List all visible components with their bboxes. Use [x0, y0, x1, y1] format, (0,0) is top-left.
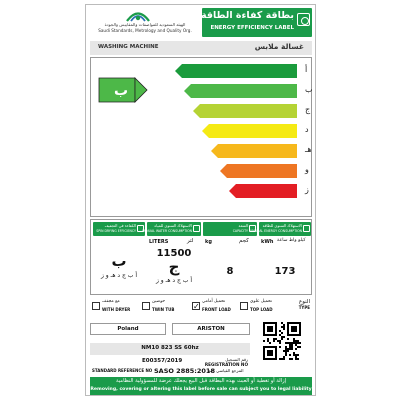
- saso-emblem-icon: [125, 8, 151, 22]
- water-unit-ar: لتر: [187, 238, 194, 244]
- drying-header-ar: الكفاءة في التجفيف: [104, 223, 136, 228]
- type-front-load-en: FRONT LOAD: [202, 307, 231, 312]
- water-header-ar: الاستهلاك السنوي للمياه: [154, 223, 192, 228]
- efficiency-scale: [90, 57, 312, 217]
- energy-header-en: ANNUAL ENERGY CONSUMPTION: [249, 229, 302, 233]
- grade-letter-2: ج: [305, 105, 311, 114]
- type-front-load-ar: تحميل أمامي: [202, 299, 226, 304]
- standard-label-en: STANDARD REFERENCE NO: [92, 368, 153, 373]
- registration-label: [205, 357, 248, 367]
- standard-row: [90, 367, 312, 376]
- label-title-ar: بطاقة كفاءة الطاقة: [200, 10, 294, 21]
- grade-letter-5: و: [305, 165, 309, 174]
- registration-label-en: REGISTRATION NO: [204, 362, 248, 367]
- energy-consumption-header: [249, 222, 311, 236]
- type-twin-tub: [142, 298, 188, 318]
- capacity-unit-en: kg: [205, 239, 212, 245]
- washing-machine-icon: [297, 13, 310, 26]
- drying-grade: ب: [111, 252, 127, 270]
- drying-grade-scale: أ ب ج د هـ و ز: [100, 272, 138, 279]
- efficiency-bars: [91, 58, 311, 216]
- type-twin-tub-checkbox: [142, 302, 150, 310]
- legal-warning-ar: إزالة أو تغطية أو العبث بهذه البطاقة قبل البيع يجعلك عرضة للمسؤولية النظامية: [115, 378, 287, 384]
- label-header: [86, 5, 315, 41]
- registration-label-ar: رقم التسجيل: [225, 357, 248, 362]
- standard-label-ar: المرجع القياسي رقم: [208, 368, 244, 373]
- legal-warning-footer: [90, 377, 312, 395]
- capacity-header-ar: السعة: [238, 223, 248, 228]
- saso-logo: [90, 8, 200, 38]
- capacity-header-en: CAPACITY: [232, 229, 248, 233]
- brand-field: [172, 323, 250, 335]
- grade-letter-4: هـ: [305, 145, 312, 154]
- grade-letter-3: د: [305, 125, 309, 134]
- org-name-en: Saudi Standards, Metrology and Quality Org.: [98, 28, 192, 33]
- registration-row: [90, 357, 250, 367]
- type-with-dryer-en: WITH DRYER: [102, 307, 131, 312]
- type-front-load: [192, 298, 238, 318]
- capacity-unit-ar: كجم: [239, 238, 249, 244]
- capacity-value: 8: [226, 266, 234, 277]
- product-type-bar: [90, 41, 312, 55]
- type-label: [299, 299, 310, 310]
- registration-number: E00357/2019: [142, 358, 183, 364]
- standard-number: SASO 2885:2018: [154, 367, 215, 375]
- type-twin-tub-ar: حوضين: [152, 299, 166, 304]
- label-title-block: [202, 8, 312, 37]
- grade-bar-3: [202, 124, 297, 138]
- org-name-ar: الهيئة السعودية للمواصفات والمقاييس والجودة: [104, 22, 186, 27]
- machine-type-row: [90, 298, 312, 320]
- drying-efficiency-header: [93, 222, 145, 236]
- grade-bar-0: [175, 64, 297, 78]
- type-top-load-ar: تحميل علوي: [250, 299, 272, 304]
- rated-grade-letter: ب: [113, 83, 129, 99]
- country-field: [90, 323, 166, 335]
- drying-header-en: SPIN DRYING EFFICIENCY: [96, 229, 136, 233]
- grade-letter-1: ب: [305, 85, 313, 94]
- brand-value: ARISTON: [197, 326, 225, 332]
- type-front-load-checkbox: ✓: [193, 302, 200, 311]
- qr-code: [254, 321, 311, 361]
- type-label-en: TYPE: [298, 305, 310, 310]
- type-top-load: [240, 298, 286, 318]
- water-unit-en: LITERS: [149, 239, 169, 245]
- water-header-en: ANNUAL WATER CONSUMPTION: [141, 229, 192, 233]
- water-grade-scale: أ ب ج د هـ و ز: [155, 277, 193, 284]
- grade-bar-1: [184, 84, 297, 98]
- type-with-dryer-checkbox: [92, 302, 100, 310]
- type-with-dryer: [92, 298, 138, 318]
- grade-bar-2: [193, 104, 297, 118]
- energy-header-ar: الاستهلاك السنوي للطاقة: [262, 223, 302, 228]
- grade-bar-4: [211, 144, 297, 158]
- rated-grade-arrow-tip: [135, 78, 147, 102]
- type-top-load-checkbox: [240, 302, 248, 310]
- model-value: NM10 823 SS 60hz: [141, 345, 199, 351]
- capacity-header: [203, 222, 257, 236]
- energy-unit-en: kWh: [261, 239, 274, 245]
- grade-bar-6: [229, 184, 297, 198]
- product-type-ar: غسالة ملابس: [254, 42, 304, 51]
- type-with-dryer-ar: مع مجفف: [102, 299, 120, 304]
- product-type-en: WASHING MACHINE: [98, 44, 159, 50]
- grade-bar-5: [220, 164, 297, 178]
- water-value: 11500: [156, 248, 192, 259]
- label-title-en: ENERGY EFFICIENCY LABEL: [210, 25, 294, 31]
- water-tap-icon: [193, 225, 200, 232]
- info-panel: [90, 219, 312, 295]
- water-grade: ج: [168, 258, 180, 276]
- grade-letter-6: ز: [305, 185, 309, 194]
- water-consumption-header: [141, 222, 201, 236]
- type-twin-tub-en: TWIN TUB: [152, 307, 175, 312]
- grade-letter-0: أ: [305, 65, 308, 74]
- legal-warning-en: Removing, covering or altering this label before sale can subject you to legal liability: [90, 387, 312, 392]
- type-label-ar: النوع: [299, 299, 310, 305]
- energy-value: 173: [274, 266, 296, 277]
- electricity-icon: [303, 225, 310, 232]
- energy-label: [85, 4, 316, 396]
- country-value: Poland: [117, 326, 139, 332]
- type-top-load-en: TOP LOAD: [250, 307, 273, 312]
- energy-unit-ar: كيلو واط ساعة: [277, 238, 306, 243]
- model-field: [90, 343, 250, 355]
